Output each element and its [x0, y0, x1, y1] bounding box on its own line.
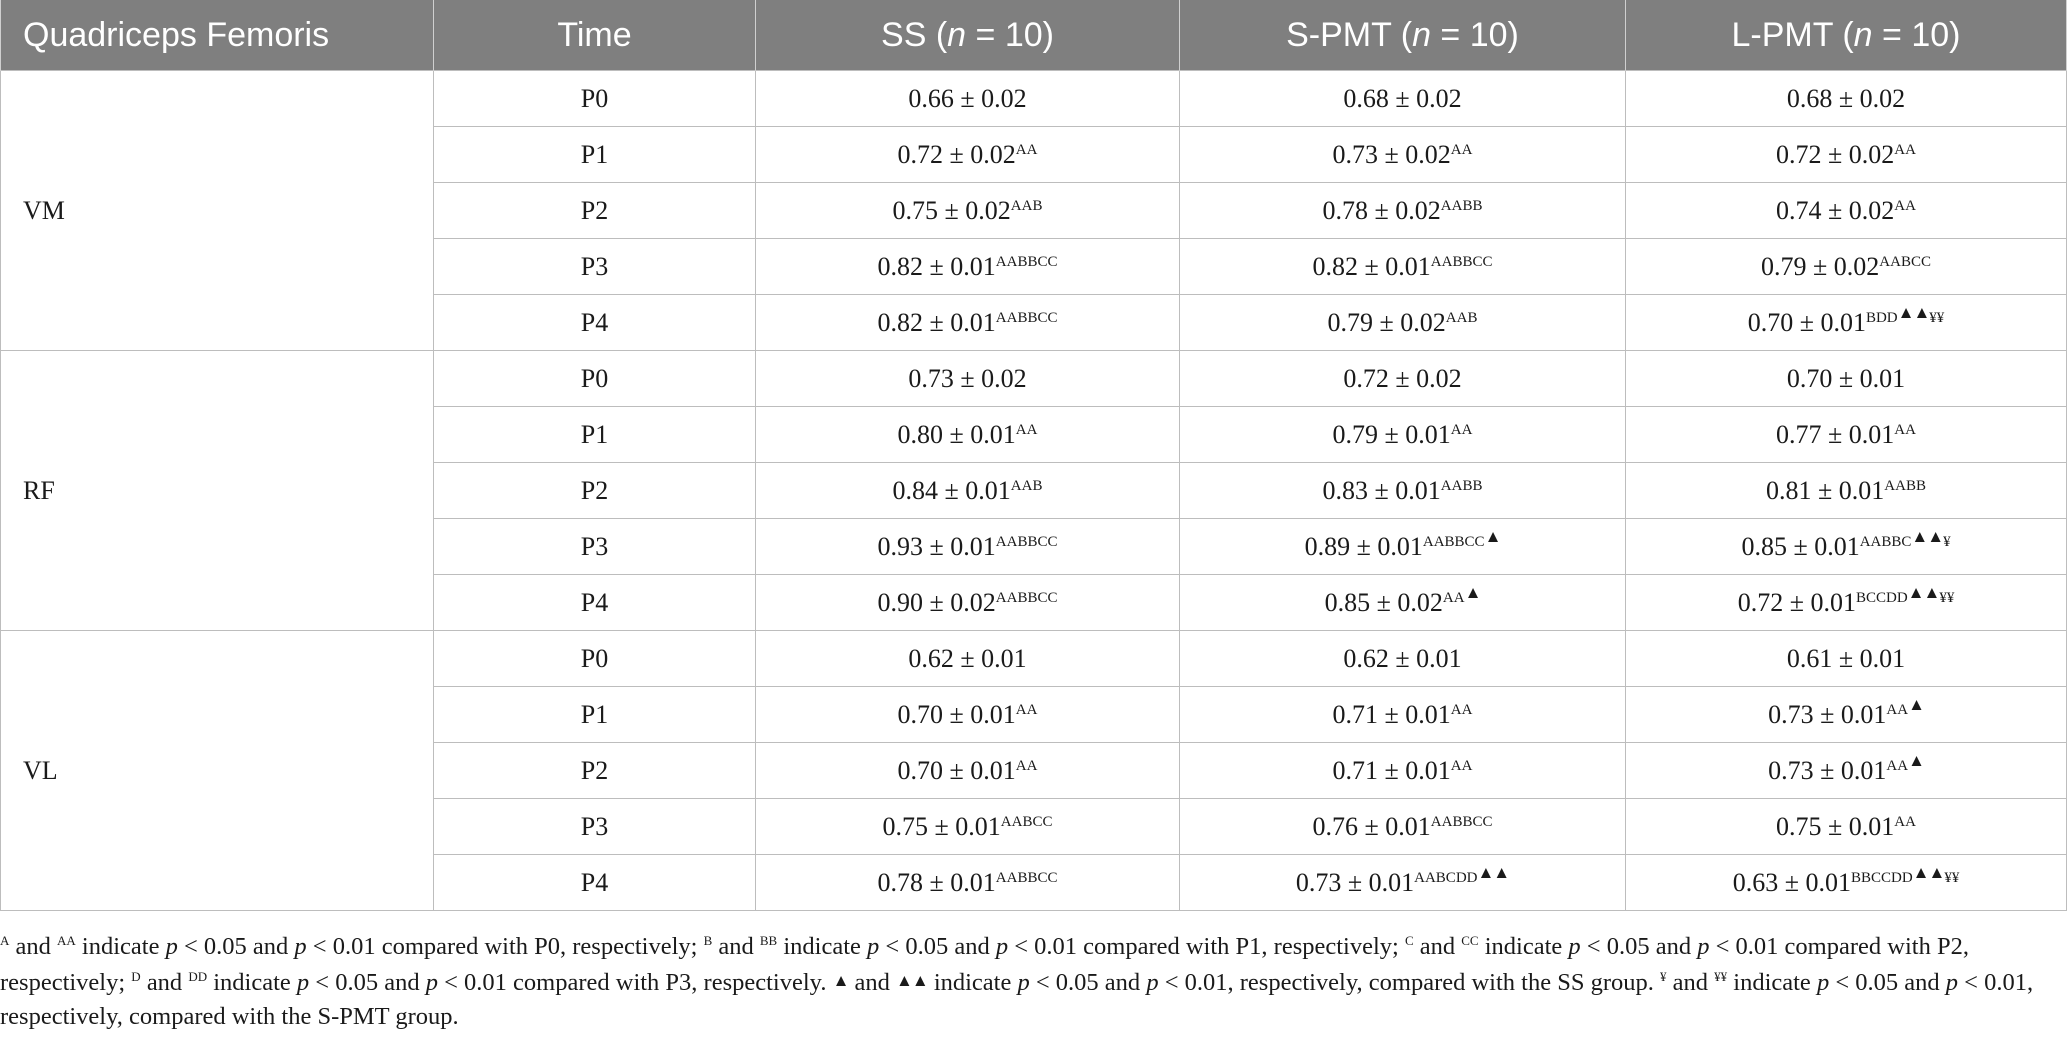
significance-letters: AA [1015, 757, 1038, 774]
footnote-text: < 0.05 and [309, 969, 426, 996]
footnote-text: < 0.01, respectively, compared with the SS group. [1158, 969, 1661, 996]
l-pmt-value-cell [1626, 351, 2067, 407]
mean-sd-value: 0.61 ± 0.01 [1786, 643, 1906, 673]
significance-marker [1884, 478, 1926, 494]
triangle-icon: ▲▲ [1907, 582, 1940, 602]
footnote-text: and [140, 969, 189, 996]
significance-letters: AA [1450, 757, 1473, 774]
footnote-text: < 0.01 compared with P3, respectively. [437, 969, 833, 996]
significance-letters: AA [1015, 141, 1038, 158]
footnote-text: and [1413, 933, 1462, 960]
significance-letters: AABBCC [1422, 533, 1485, 550]
footnote-text: < 0.05 and [177, 933, 295, 960]
header-quadriceps-femoris: Quadriceps Femoris [1, 0, 434, 71]
significance-letters: AABCC [1000, 813, 1053, 830]
significance-marker [1859, 526, 1951, 550]
significance-letters: AA [1450, 701, 1473, 718]
mean-sd-value: 0.75 ± 0.01 [882, 811, 1001, 841]
l-pmt-value-cell [1626, 463, 2067, 519]
mean-sd-value: 0.72 ± 0.02 [897, 139, 1016, 169]
mean-sd-value: 0.78 ± 0.01 [877, 867, 996, 897]
significance-marker [1441, 198, 1483, 214]
significance-marker [1451, 422, 1473, 438]
triangle-icon: ▲▲ [1897, 302, 1930, 322]
footnote-text: < 0.05 and [1829, 969, 1946, 996]
mean-sd-value: 0.75 ± 0.01 [1776, 811, 1895, 841]
footnote-italic: p [1816, 969, 1830, 996]
ss-value-cell [756, 407, 1180, 463]
header-l-pmt: L-PMT (n = 10) [1626, 0, 2067, 71]
s-pmt-value-cell [1180, 127, 1626, 183]
significance-marker [1001, 814, 1053, 830]
ss-value-cell [756, 855, 1180, 911]
significance-letters: AA [1886, 757, 1909, 774]
significance-marker [996, 534, 1058, 550]
significance-marker [1016, 702, 1038, 718]
mean-sd-value: 0.66 ± 0.02 [908, 83, 1027, 113]
significance-letters: AA [1450, 421, 1473, 438]
s-pmt-value-cell [1180, 71, 1626, 127]
footnote-text: and [848, 969, 897, 996]
significance-marker [1414, 862, 1510, 886]
s-pmt-value-cell [1180, 295, 1626, 351]
s-pmt-value-cell [1180, 687, 1626, 743]
mean-sd-value: 0.79 ± 0.02 [1327, 307, 1446, 337]
footnote-text: < 0.01 compared with P0, respectively; [306, 933, 704, 960]
significance-marker [996, 254, 1058, 270]
time-cell: P3 [434, 519, 756, 575]
footnote-marker: A [0, 933, 10, 948]
footnote-italic: p [1568, 933, 1581, 960]
mean-sd-value: 0.70 ± 0.01 [1786, 363, 1906, 393]
ss-value-cell [756, 687, 1180, 743]
footnote-italic: p [1945, 969, 1959, 996]
significance-letters: AABB [1440, 197, 1483, 214]
header-time: Time [434, 0, 756, 71]
time-cell: P1 [434, 127, 756, 183]
footnote-text: < 0.01 compared with P2, respectively; [0, 933, 1969, 996]
significance-letters: AABBCC [995, 309, 1058, 326]
footnote-text: indicate [207, 969, 297, 996]
significance-marker [1446, 310, 1478, 326]
significance-letters: AA [1894, 813, 1916, 830]
mean-sd-value: 0.74 ± 0.02 [1776, 195, 1895, 225]
significance-marker [1016, 142, 1038, 158]
mean-sd-value: 0.70 ± 0.01 [1747, 307, 1866, 337]
significance-letters: AABBCC [995, 533, 1058, 550]
footnote-italic: p [1017, 969, 1030, 996]
triangle-icon: ▲▲ [1912, 862, 1945, 882]
yen-marker: ¥ [1943, 533, 1951, 550]
significance-letters: BDD [1865, 309, 1898, 326]
mean-sd-value: 0.75 ± 0.02 [892, 195, 1011, 225]
mean-sd-value: 0.82 ± 0.01 [1312, 251, 1431, 281]
significance-letters: AA [1015, 701, 1038, 718]
time-cell: P2 [434, 463, 756, 519]
footnote-text: and [712, 933, 760, 960]
mean-sd-value: 0.71 ± 0.01 [1332, 699, 1451, 729]
mean-sd-value: 0.62 ± 0.01 [1343, 643, 1462, 673]
l-pmt-value-cell [1626, 407, 2067, 463]
mean-sd-value: 0.73 ± 0.02 [1332, 139, 1451, 169]
significance-marker [1441, 478, 1483, 494]
significance-marker [1442, 582, 1481, 606]
ss-value-cell [756, 799, 1180, 855]
l-pmt-value-cell [1626, 519, 2067, 575]
triangle-icon: ▲▲ [896, 971, 928, 990]
s-pmt-value-cell [1180, 519, 1626, 575]
mean-sd-value: 0.82 ± 0.01 [877, 251, 996, 281]
significance-letters: AABBCC [995, 869, 1058, 886]
footnote-text: < 0.01 compared with P1, respectively; [1008, 933, 1405, 960]
footnote-marker: C [1404, 933, 1414, 948]
footnote-text: and [1666, 969, 1715, 996]
significance-marker [1894, 814, 1916, 830]
mean-sd-value: 0.82 ± 0.01 [877, 307, 996, 337]
significance-letters: AABBCC [1430, 253, 1493, 270]
header-row [1, 0, 2067, 71]
s-pmt-value-cell [1180, 463, 1626, 519]
table-body [1, 71, 2067, 911]
mean-sd-value: 0.90 ± 0.02 [877, 587, 996, 617]
significance-letters: AABCDD [1414, 869, 1478, 886]
footnote-marker: ¥ [1660, 969, 1667, 984]
footnote-italic: p [1146, 969, 1159, 996]
muscle-group-vl: VL [1, 631, 434, 911]
significance-marker [996, 310, 1058, 326]
ss-value-cell [756, 71, 1180, 127]
significance-letters: BCCDD [1855, 589, 1908, 606]
mean-sd-value: 0.83 ± 0.01 [1322, 475, 1441, 505]
footnote-italic: p [867, 933, 880, 960]
time-cell: P3 [434, 799, 756, 855]
s-pmt-value-cell [1180, 351, 1626, 407]
significance-marker [1894, 198, 1916, 214]
footnote-text: < 0.05 and [1580, 933, 1698, 960]
table-row [1, 351, 2067, 407]
footnote-italic: p [425, 969, 438, 996]
mean-sd-value: 0.76 ± 0.01 [1312, 811, 1431, 841]
significance-marker [996, 870, 1058, 886]
s-pmt-value-cell [1180, 743, 1626, 799]
time-cell: P4 [434, 295, 756, 351]
footnote-marker: CC [1461, 933, 1479, 948]
significance-marker [1422, 526, 1501, 550]
mean-sd-value: 0.93 ± 0.01 [877, 531, 996, 561]
significance-marker [1451, 758, 1473, 774]
l-pmt-value-cell [1626, 239, 2067, 295]
mean-sd-value: 0.71 ± 0.01 [1332, 755, 1451, 785]
significance-marker [1865, 302, 1945, 326]
mean-sd-value: 0.85 ± 0.02 [1324, 587, 1443, 617]
mean-sd-value: 0.73 ± 0.01 [1295, 867, 1415, 897]
significance-letters: AA [1894, 197, 1916, 214]
mean-sd-value: 0.79 ± 0.02 [1761, 251, 1880, 281]
mean-sd-value: 0.62 ± 0.01 [908, 643, 1027, 673]
footnote-text: indicate [75, 933, 166, 960]
mean-sd-value: 0.78 ± 0.02 [1322, 195, 1441, 225]
yen-marker: ¥¥ [1944, 869, 1960, 886]
l-pmt-value-cell [1626, 687, 2067, 743]
significance-marker [1431, 254, 1493, 270]
ss-value-cell [756, 295, 1180, 351]
mean-sd-value: 0.84 ± 0.01 [892, 475, 1011, 505]
footnote-text: < 0.05 and [879, 933, 996, 960]
mean-sd-value: 0.81 ± 0.01 [1766, 475, 1885, 505]
significance-letters: AABB [1884, 477, 1926, 494]
ss-value-cell [756, 631, 1180, 687]
significance-marker [1011, 198, 1043, 214]
footnote-marker: B [703, 933, 713, 948]
triangle-icon: ▲ [1484, 526, 1501, 546]
footnote-italic: p [1697, 933, 1710, 960]
significance-marker [1016, 422, 1038, 438]
significance-letters: AABBCC [995, 589, 1058, 606]
mean-sd-value: 0.73 ± 0.01 [1768, 699, 1887, 729]
significance-letters: AA [1450, 141, 1473, 158]
time-cell: P0 [434, 71, 756, 127]
footnote-italic: p [294, 933, 307, 960]
table-row [1, 71, 2067, 127]
mean-sd-value: 0.68 ± 0.02 [1786, 83, 1906, 113]
header-ss: SS (n = 10) [756, 0, 1180, 71]
significance-letters: AA [1886, 701, 1909, 718]
significance-letters: AA [1894, 421, 1916, 438]
table-footnote [0, 930, 2066, 1034]
s-pmt-value-cell [1180, 575, 1626, 631]
mean-sd-value: 0.79 ± 0.01 [1332, 419, 1451, 449]
significance-marker [996, 590, 1058, 606]
ss-value-cell [756, 351, 1180, 407]
l-pmt-value-cell [1626, 855, 2067, 911]
footnote-text: indicate [1478, 933, 1569, 960]
footnote-marker: DD [188, 969, 208, 984]
time-cell: P1 [434, 687, 756, 743]
triangle-icon: ▲▲ [1477, 862, 1510, 882]
footnote-text: and [9, 933, 58, 960]
significance-letters: AABBCC [995, 253, 1058, 270]
s-pmt-value-cell [1180, 631, 1626, 687]
muscle-group-vm: VM [1, 71, 434, 351]
mean-sd-value: 0.63 ± 0.01 [1732, 867, 1851, 897]
l-pmt-value-cell [1626, 631, 2067, 687]
significance-marker [1886, 750, 1924, 774]
ss-value-cell [756, 743, 1180, 799]
significance-marker [1431, 814, 1493, 830]
triangle-icon: ▲ [832, 971, 849, 990]
time-cell: P0 [434, 351, 756, 407]
mean-sd-value: 0.80 ± 0.01 [897, 419, 1016, 449]
significance-marker [1016, 758, 1038, 774]
ss-value-cell [756, 183, 1180, 239]
footnote-italic: p [296, 969, 310, 996]
mean-sd-value: 0.72 ± 0.02 [1776, 139, 1895, 169]
significance-marker [1894, 142, 1916, 158]
footnote-text: indicate [927, 969, 1018, 996]
time-cell: P0 [434, 631, 756, 687]
ss-value-cell [756, 127, 1180, 183]
significance-letters: AA [1442, 589, 1465, 606]
ss-value-cell [756, 463, 1180, 519]
significance-marker [1451, 142, 1473, 158]
triangle-icon: ▲ [1464, 582, 1481, 602]
significance-marker [1886, 694, 1924, 718]
triangle-icon: ▲ [1908, 694, 1924, 714]
footnote-text: indicate [777, 933, 867, 960]
muscle-group-rf: RF [1, 351, 434, 631]
time-cell: P4 [434, 575, 756, 631]
mean-sd-value: 0.72 ± 0.01 [1737, 587, 1856, 617]
mean-sd-value: 0.77 ± 0.01 [1776, 419, 1895, 449]
footnote-text: < 0.01, respectively, compared with the S-PMT group. [0, 969, 2034, 1030]
l-pmt-value-cell [1626, 743, 2067, 799]
significance-letters: AABCC [1879, 253, 1931, 270]
l-pmt-value-cell [1626, 799, 2067, 855]
time-cell: P3 [434, 239, 756, 295]
s-pmt-value-cell [1180, 239, 1626, 295]
triangle-icon: ▲▲ [1911, 526, 1944, 546]
l-pmt-value-cell [1626, 295, 2067, 351]
ss-value-cell [756, 575, 1180, 631]
l-pmt-value-cell [1626, 127, 2067, 183]
footnote-text: < 0.05 and [1029, 969, 1147, 996]
mean-sd-value: 0.85 ± 0.01 [1741, 531, 1860, 561]
footnote-marker: BB [759, 933, 778, 948]
yen-marker: ¥¥ [1939, 589, 1955, 606]
footnote-marker: AA [57, 933, 76, 948]
significance-letters: AAB [1010, 477, 1043, 494]
time-cell: P2 [434, 183, 756, 239]
significance-letters: AA [1015, 421, 1038, 438]
significance-letters: BBCCDD [1850, 869, 1913, 886]
significance-marker [1894, 422, 1916, 438]
footnote-marker: D [131, 969, 141, 984]
significance-letters: AAB [1445, 309, 1478, 326]
footnote-italic: p [995, 933, 1009, 960]
mean-sd-value: 0.68 ± 0.02 [1343, 83, 1462, 113]
footnote-marker: ¥¥ [1714, 969, 1728, 984]
mean-sd-value: 0.70 ± 0.01 [897, 699, 1016, 729]
s-pmt-value-cell [1180, 799, 1626, 855]
s-pmt-value-cell [1180, 855, 1626, 911]
l-pmt-value-cell [1626, 183, 2067, 239]
l-pmt-value-cell [1626, 575, 2067, 631]
mean-sd-value: 0.73 ± 0.02 [908, 363, 1027, 393]
significance-marker [1011, 478, 1043, 494]
significance-letters: AAB [1010, 197, 1043, 214]
significance-letters: AABB [1440, 477, 1483, 494]
time-cell: P4 [434, 855, 756, 911]
s-pmt-value-cell [1180, 183, 1626, 239]
header-s-pmt: S-PMT (n = 10) [1180, 0, 1626, 71]
s-pmt-value-cell [1180, 407, 1626, 463]
mean-sd-value: 0.89 ± 0.01 [1304, 531, 1423, 561]
significance-marker [1451, 702, 1473, 718]
significance-letters: AA [1894, 141, 1916, 158]
significance-marker [1855, 582, 1955, 606]
significance-letters: AABBCC [1430, 813, 1493, 830]
footnote-text: indicate [1727, 969, 1817, 996]
mean-sd-value: 0.73 ± 0.01 [1768, 755, 1887, 785]
significance-marker [1850, 862, 1960, 886]
significance-marker [1879, 254, 1931, 270]
triangle-icon: ▲ [1908, 750, 1924, 770]
mean-sd-value: 0.72 ± 0.02 [1343, 363, 1462, 393]
table-row [1, 631, 2067, 687]
time-cell: P2 [434, 743, 756, 799]
mean-sd-value: 0.70 ± 0.01 [897, 755, 1016, 785]
l-pmt-value-cell [1626, 71, 2067, 127]
yen-marker: ¥¥ [1929, 309, 1945, 326]
ss-value-cell [756, 519, 1180, 575]
significance-letters: AABBC [1859, 533, 1912, 550]
time-cell: P1 [434, 407, 756, 463]
footnote-italic: p [165, 933, 178, 960]
ss-value-cell [756, 239, 1180, 295]
